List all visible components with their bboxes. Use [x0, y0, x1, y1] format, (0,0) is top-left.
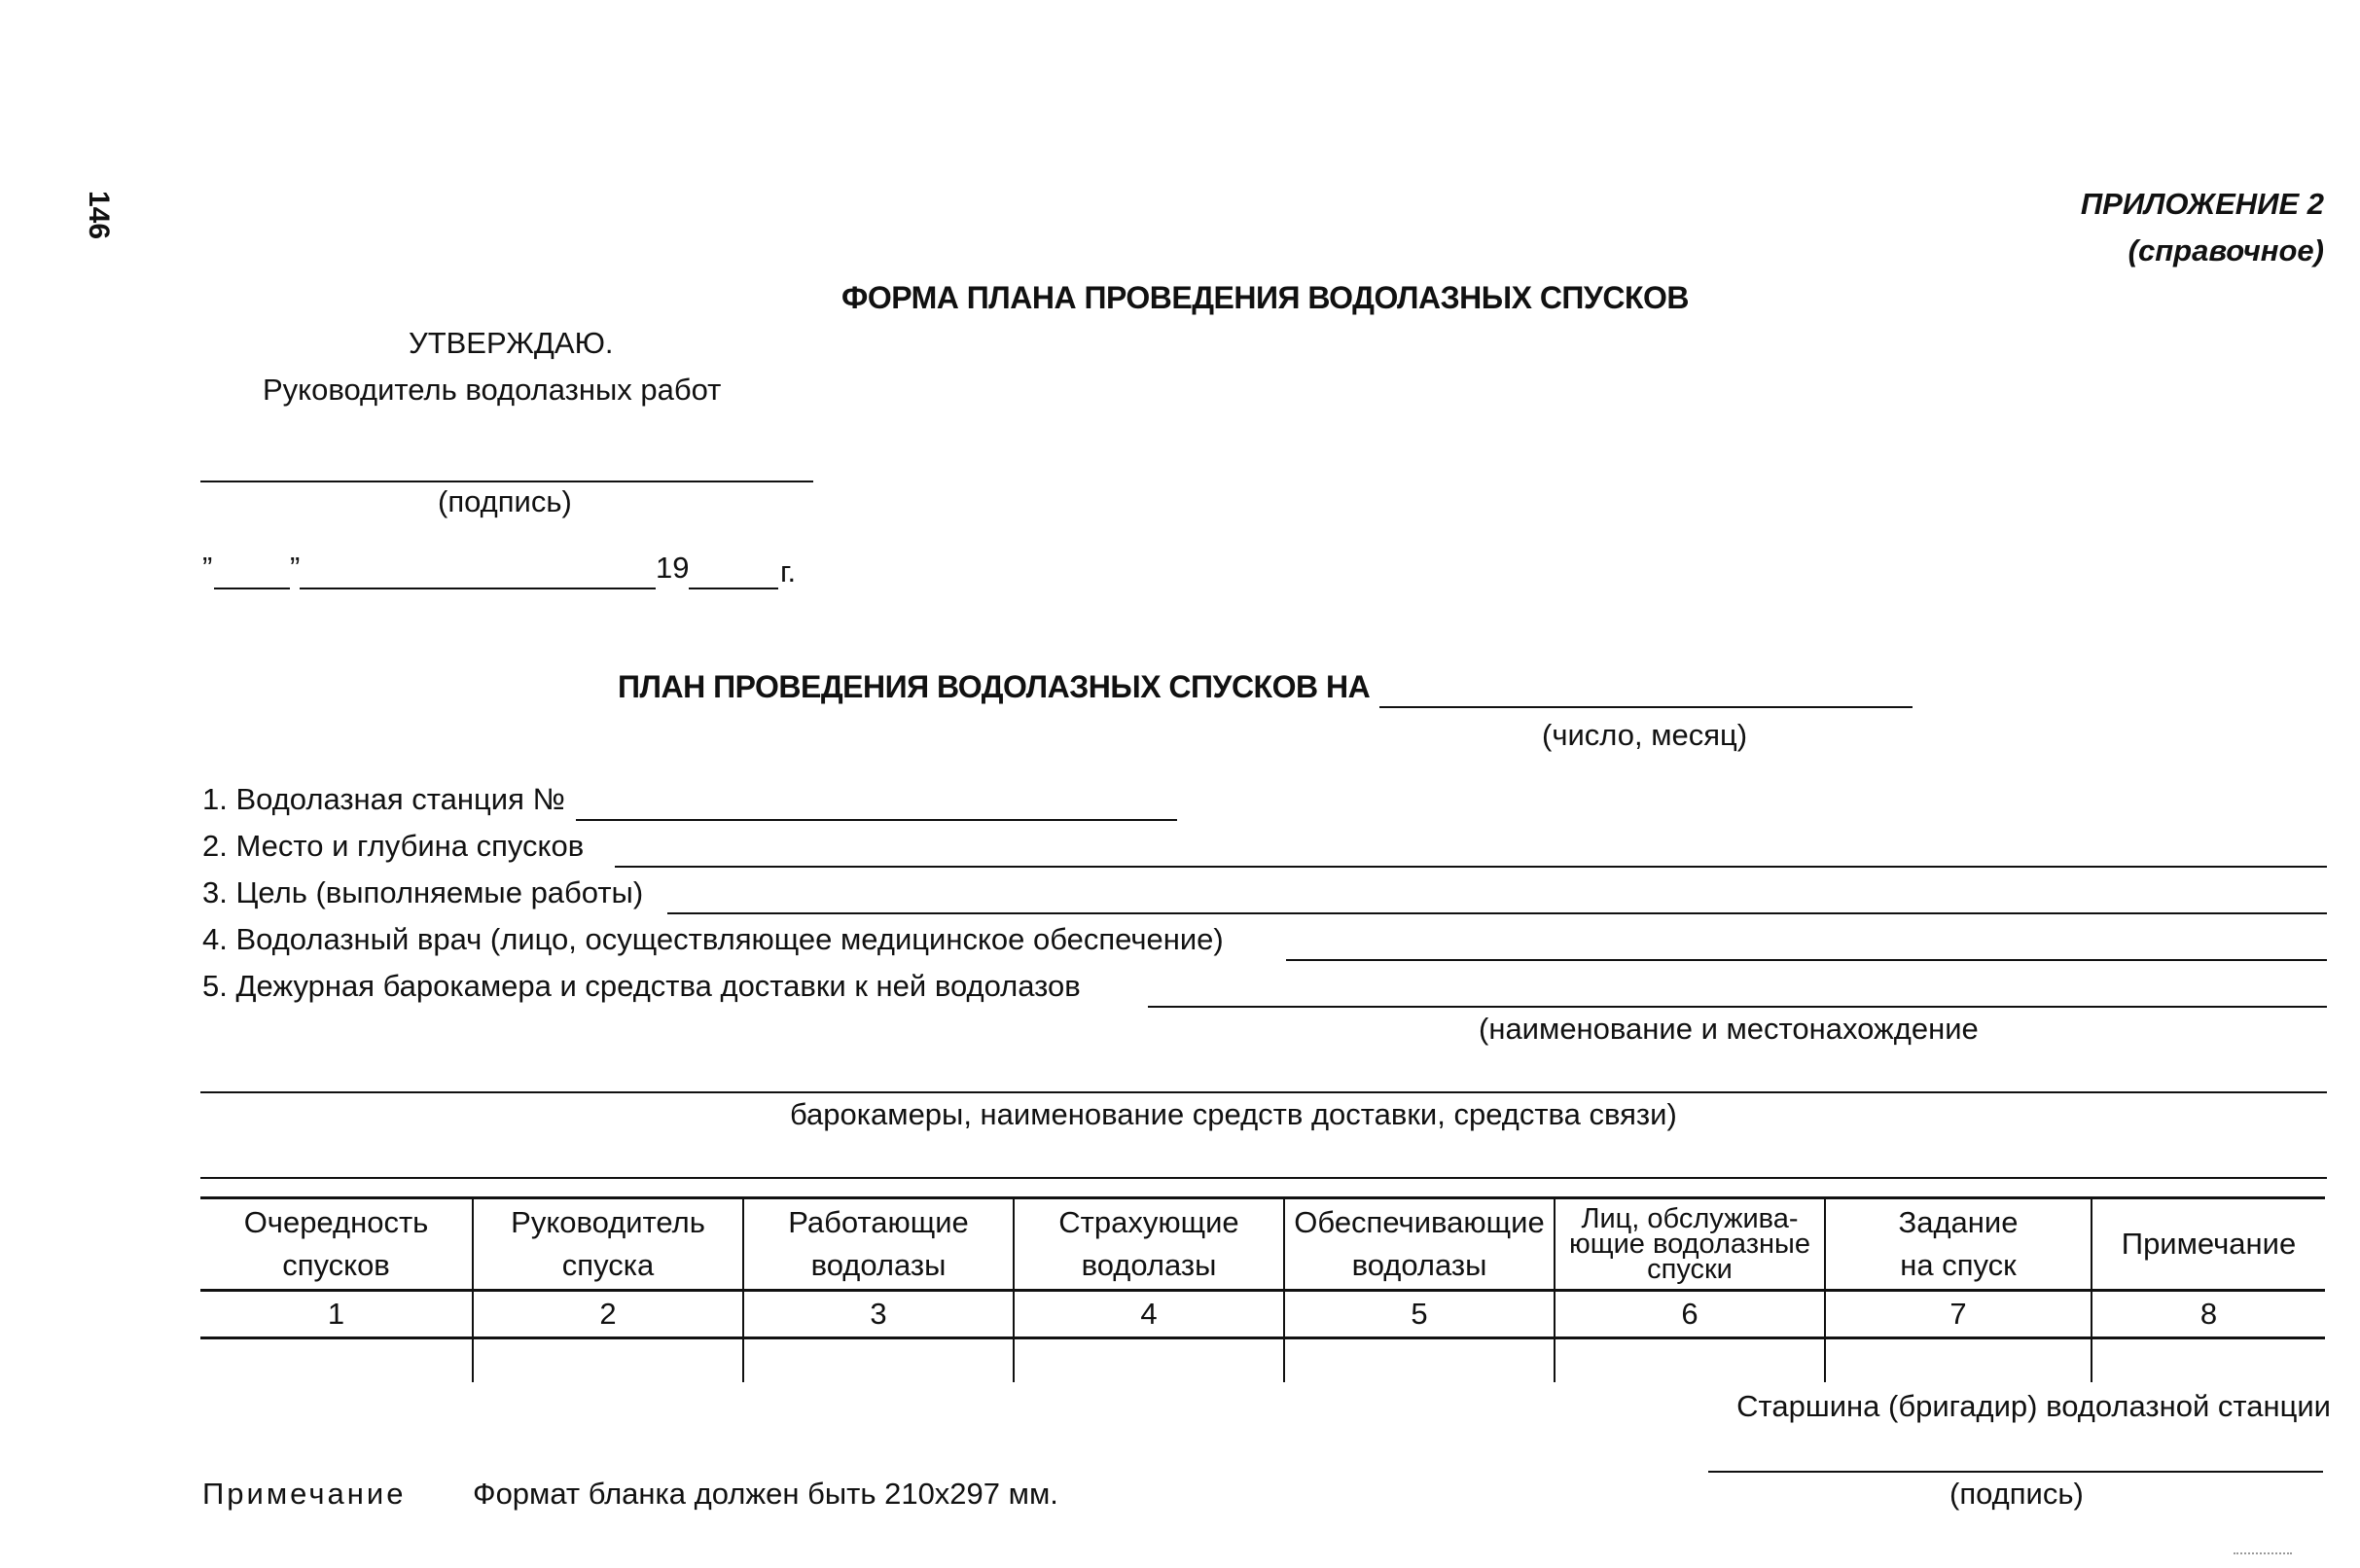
- item-place-depth-line[interactable]: [615, 866, 2327, 868]
- date-day-line[interactable]: [214, 588, 290, 589]
- table-cell[interactable]: [200, 1338, 473, 1383]
- chamber-line-3[interactable]: [200, 1177, 2327, 1179]
- plan-table: [200, 1196, 2325, 1382]
- item-chamber-line[interactable]: [1148, 1006, 2327, 1008]
- table-cell[interactable]: [2092, 1338, 2325, 1383]
- col-number: 8: [2092, 1291, 2325, 1338]
- date-month-line[interactable]: [300, 588, 656, 589]
- plan-title: ПЛАН ПРОВЕДЕНИЯ ВОДОЛАЗНЫХ СПУСКОВ НА: [618, 669, 1371, 704]
- note-text: Формат бланка должен быть 210x297 мм.: [473, 1477, 1058, 1511]
- item-purpose-line[interactable]: [667, 912, 2327, 914]
- table-header-row: [200, 1198, 2325, 1291]
- date-quote-close: ”: [290, 551, 301, 585]
- col-number: 3: [743, 1291, 1014, 1338]
- table-cell[interactable]: [1825, 1338, 2092, 1383]
- date-quote-open: ”: [202, 551, 213, 585]
- header-service-persons: Лиц, обслужива- ющие водолазные спуски: [1555, 1198, 1825, 1291]
- item-station: 1. Водолазная станция №: [202, 782, 565, 816]
- approval-role: Руководитель водолазных работ: [263, 373, 722, 407]
- chamber-caption-2: барокамеры, наименование средств доставки, средства связи): [790, 1097, 1677, 1131]
- plan-date-caption: (число, месяц): [1542, 718, 1748, 752]
- header-task: Задание на спуск: [1825, 1198, 2092, 1291]
- note-label: Примечание: [202, 1477, 407, 1511]
- col-number: 6: [1555, 1291, 1825, 1338]
- col-number: 4: [1014, 1291, 1284, 1338]
- table-number-row: [200, 1291, 2325, 1338]
- item-doctor: 4. Водолазный врач (лицо, осуществляющее медицинское обеспечение): [202, 922, 1224, 956]
- col-number: 7: [1825, 1291, 2092, 1338]
- header-note: Примечание: [2092, 1198, 2325, 1291]
- item-doctor-line[interactable]: [1286, 959, 2327, 961]
- date-year-prefix: 19: [656, 551, 690, 585]
- chamber-line-2[interactable]: [200, 1091, 2327, 1093]
- date-year-line[interactable]: [689, 588, 778, 589]
- table-cell[interactable]: [1284, 1338, 1555, 1383]
- approval-signature-line[interactable]: [200, 481, 813, 482]
- header-working-divers: Работающие водолазы: [743, 1198, 1014, 1291]
- appendix-title: ПРИЛОЖЕНИЕ 2: [2080, 187, 2324, 221]
- col-number: 5: [1284, 1291, 1555, 1338]
- table-cell[interactable]: [1555, 1338, 1825, 1383]
- item-place-depth: 2. Место и глубина спусков: [202, 829, 585, 863]
- foreman-title: Старшина (бригадир) водолазной станции: [1736, 1389, 2331, 1423]
- foreman-signature-caption: (подпись): [1949, 1477, 2084, 1511]
- header-safety-divers: Страхующие водолазы: [1014, 1198, 1284, 1291]
- date-year-suffix: г.: [780, 554, 797, 588]
- header-support-divers: Обеспечивающие водолазы: [1284, 1198, 1555, 1291]
- form-title: ФОРМА ПЛАНА ПРОВЕДЕНИЯ ВОДОЛАЗНЫХ СПУСКОВ: [841, 280, 1689, 315]
- item-chamber: 5. Дежурная барокамера и средства доставки к ней водолазов: [202, 969, 1081, 1003]
- page-number: 146: [83, 191, 115, 240]
- table-cell[interactable]: [743, 1338, 1014, 1383]
- foreman-signature-line[interactable]: [1708, 1471, 2323, 1473]
- plan-date-line[interactable]: [1379, 706, 1913, 708]
- header-leader: Руководитель спуска: [473, 1198, 743, 1291]
- col-number: 1: [200, 1291, 473, 1338]
- item-station-line[interactable]: [576, 819, 1177, 821]
- table-row: [200, 1338, 2325, 1383]
- item-purpose: 3. Цель (выполняемые работы): [202, 875, 644, 909]
- col-number: 2: [473, 1291, 743, 1338]
- chamber-caption-1: (наименование и местонахождение: [1479, 1012, 1979, 1046]
- approval-signature-caption: (подпись): [438, 484, 572, 518]
- appendix-subtitle: (справочное): [2128, 233, 2324, 267]
- approval-heading: УТВЕРЖДАЮ.: [409, 326, 614, 360]
- scan-specks: [2234, 1552, 2292, 1554]
- table-cell[interactable]: [473, 1338, 743, 1383]
- header-order: Очередность спусков: [200, 1198, 473, 1291]
- table-cell[interactable]: [1014, 1338, 1284, 1383]
